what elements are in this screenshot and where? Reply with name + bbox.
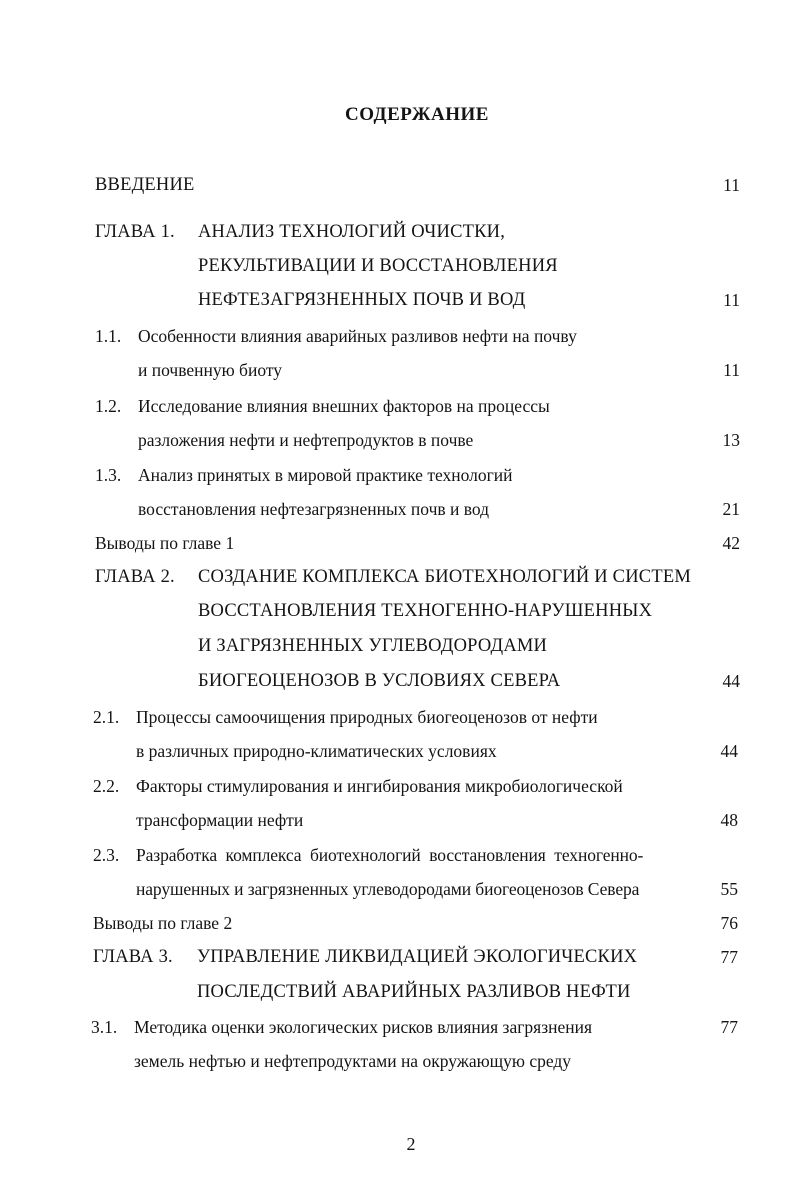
- toc-s2-3-number: 2.3.: [93, 845, 120, 865]
- toc-s2-3-line1: Разработка комплекса биотехнологий восстановления техногенно-: [136, 845, 644, 865]
- toc-ch3-page: 77: [720, 947, 738, 967]
- toc-ch1-title-line3: НЕФТЕЗАГРЯЗНЕННЫХ ПОЧВ И ВОД: [198, 290, 526, 310]
- toc-ch1-number: ГЛАВА 1.: [95, 222, 175, 242]
- toc-concl1-label: Выводы по главе 1: [95, 533, 235, 553]
- toc-s2-1-number: 2.1.: [93, 707, 120, 727]
- toc-s2-1-line2: в различных природно-климатических условиях: [136, 741, 497, 761]
- toc-concl2-page: 76: [720, 913, 738, 933]
- toc-s3-1-line1: Методика оценки экологических рисков влияния загрязнения: [134, 1017, 593, 1037]
- toc-s1-3-line2: восстановления нефтезагрязненных почв и вод: [138, 499, 490, 519]
- toc-s1-2-line2: разложения нефти и нефтепродуктов в почве: [138, 430, 474, 450]
- toc-s2-3-page: 55: [720, 879, 738, 899]
- toc-s2-1-line1: Процессы самоочищения природных биогеоценозов от нефти: [136, 707, 598, 727]
- toc-ch3-title-line1: УПРАВЛЕНИЕ ЛИКВИДАЦИЕЙ ЭКОЛОГИЧЕСКИХ: [197, 947, 638, 967]
- page-title: СОДЕРЖАНИЕ: [345, 104, 489, 125]
- toc-ch2-title-line3: И ЗАГРЯЗНЕННЫХ УГЛЕВОДОРОДАМИ: [198, 636, 548, 656]
- toc-ch2-title-line1: СОЗДАНИЕ КОМПЛЕКСА БИОТЕХНОЛОГИЙ И СИСТЕМ: [198, 567, 691, 587]
- toc-s1-2-line1: Исследование влияния внешних факторов на процессы: [138, 396, 550, 416]
- toc-s3-1-line2: земель нефтью и нефтепродуктами на окружающую среду: [134, 1051, 572, 1071]
- toc-s1-3-line1: Анализ принятых в мировой практике технологий: [138, 465, 513, 485]
- toc-ch2-title-line2: ВОССТАНОВЛЕНИЯ ТЕХНОГЕННО-НАРУШЕННЫХ: [198, 601, 653, 621]
- toc-s1-1-number: 1.1.: [95, 326, 122, 346]
- toc-s2-2-number: 2.2.: [93, 776, 120, 796]
- toc-ch1-page: 11: [723, 290, 740, 310]
- toc-s2-3-line2: нарушенных и загрязненных углеводородами биогеоценозов Севера: [136, 879, 640, 899]
- toc-s1-3-number: 1.3.: [95, 465, 122, 485]
- toc-concl1-page: 42: [722, 533, 740, 553]
- toc-s1-2-page: 13: [722, 430, 740, 450]
- toc-ch2-number: ГЛАВА 2.: [95, 567, 175, 587]
- toc-s3-1-page: 77: [720, 1017, 738, 1037]
- toc-s1-2-number: 1.2.: [95, 396, 122, 416]
- page-number: 2: [406, 1134, 416, 1154]
- toc-ch1-title-line1: АНАЛИЗ ТЕХНОЛОГИЙ ОЧИСТКИ,: [198, 222, 506, 242]
- toc-s3-1-number: 3.1.: [91, 1017, 118, 1037]
- toc-concl2-label: Выводы по главе 2: [93, 913, 233, 933]
- toc-s1-1-line2: и почвенную биоту: [138, 360, 283, 380]
- toc-ch1-title-line2: РЕКУЛЬТИВАЦИИ И ВОССТАНОВЛЕНИЯ: [198, 256, 558, 276]
- toc-s1-3-page: 21: [722, 499, 740, 519]
- toc-ch2-title-line4: БИОГЕОЦЕНОЗОВ В УСЛОВИЯХ СЕВЕРА: [198, 671, 561, 691]
- toc-s1-1-page: 11: [723, 360, 740, 380]
- toc-s2-1-page: 44: [720, 741, 738, 761]
- toc-s2-2-line1: Факторы стимулирования и ингибирования микробиологической: [136, 776, 623, 796]
- toc-s1-1-line1: Особенности влияния аварийных разливов нефти на почву: [138, 326, 577, 346]
- toc-s2-2-page: 48: [720, 810, 738, 830]
- toc-intro-label: ВВЕДЕНИЕ: [95, 175, 195, 195]
- toc-s2-2-line2: трансформации нефти: [136, 810, 304, 830]
- toc-ch3-title-line2: ПОСЛЕДСТВИЙ АВАРИЙНЫХ РАЗЛИВОВ НЕФТИ: [197, 982, 631, 1002]
- toc-intro-page: 11: [723, 175, 740, 195]
- toc-ch3-number: ГЛАВА 3.: [93, 947, 173, 967]
- toc-ch2-page: 44: [722, 671, 740, 691]
